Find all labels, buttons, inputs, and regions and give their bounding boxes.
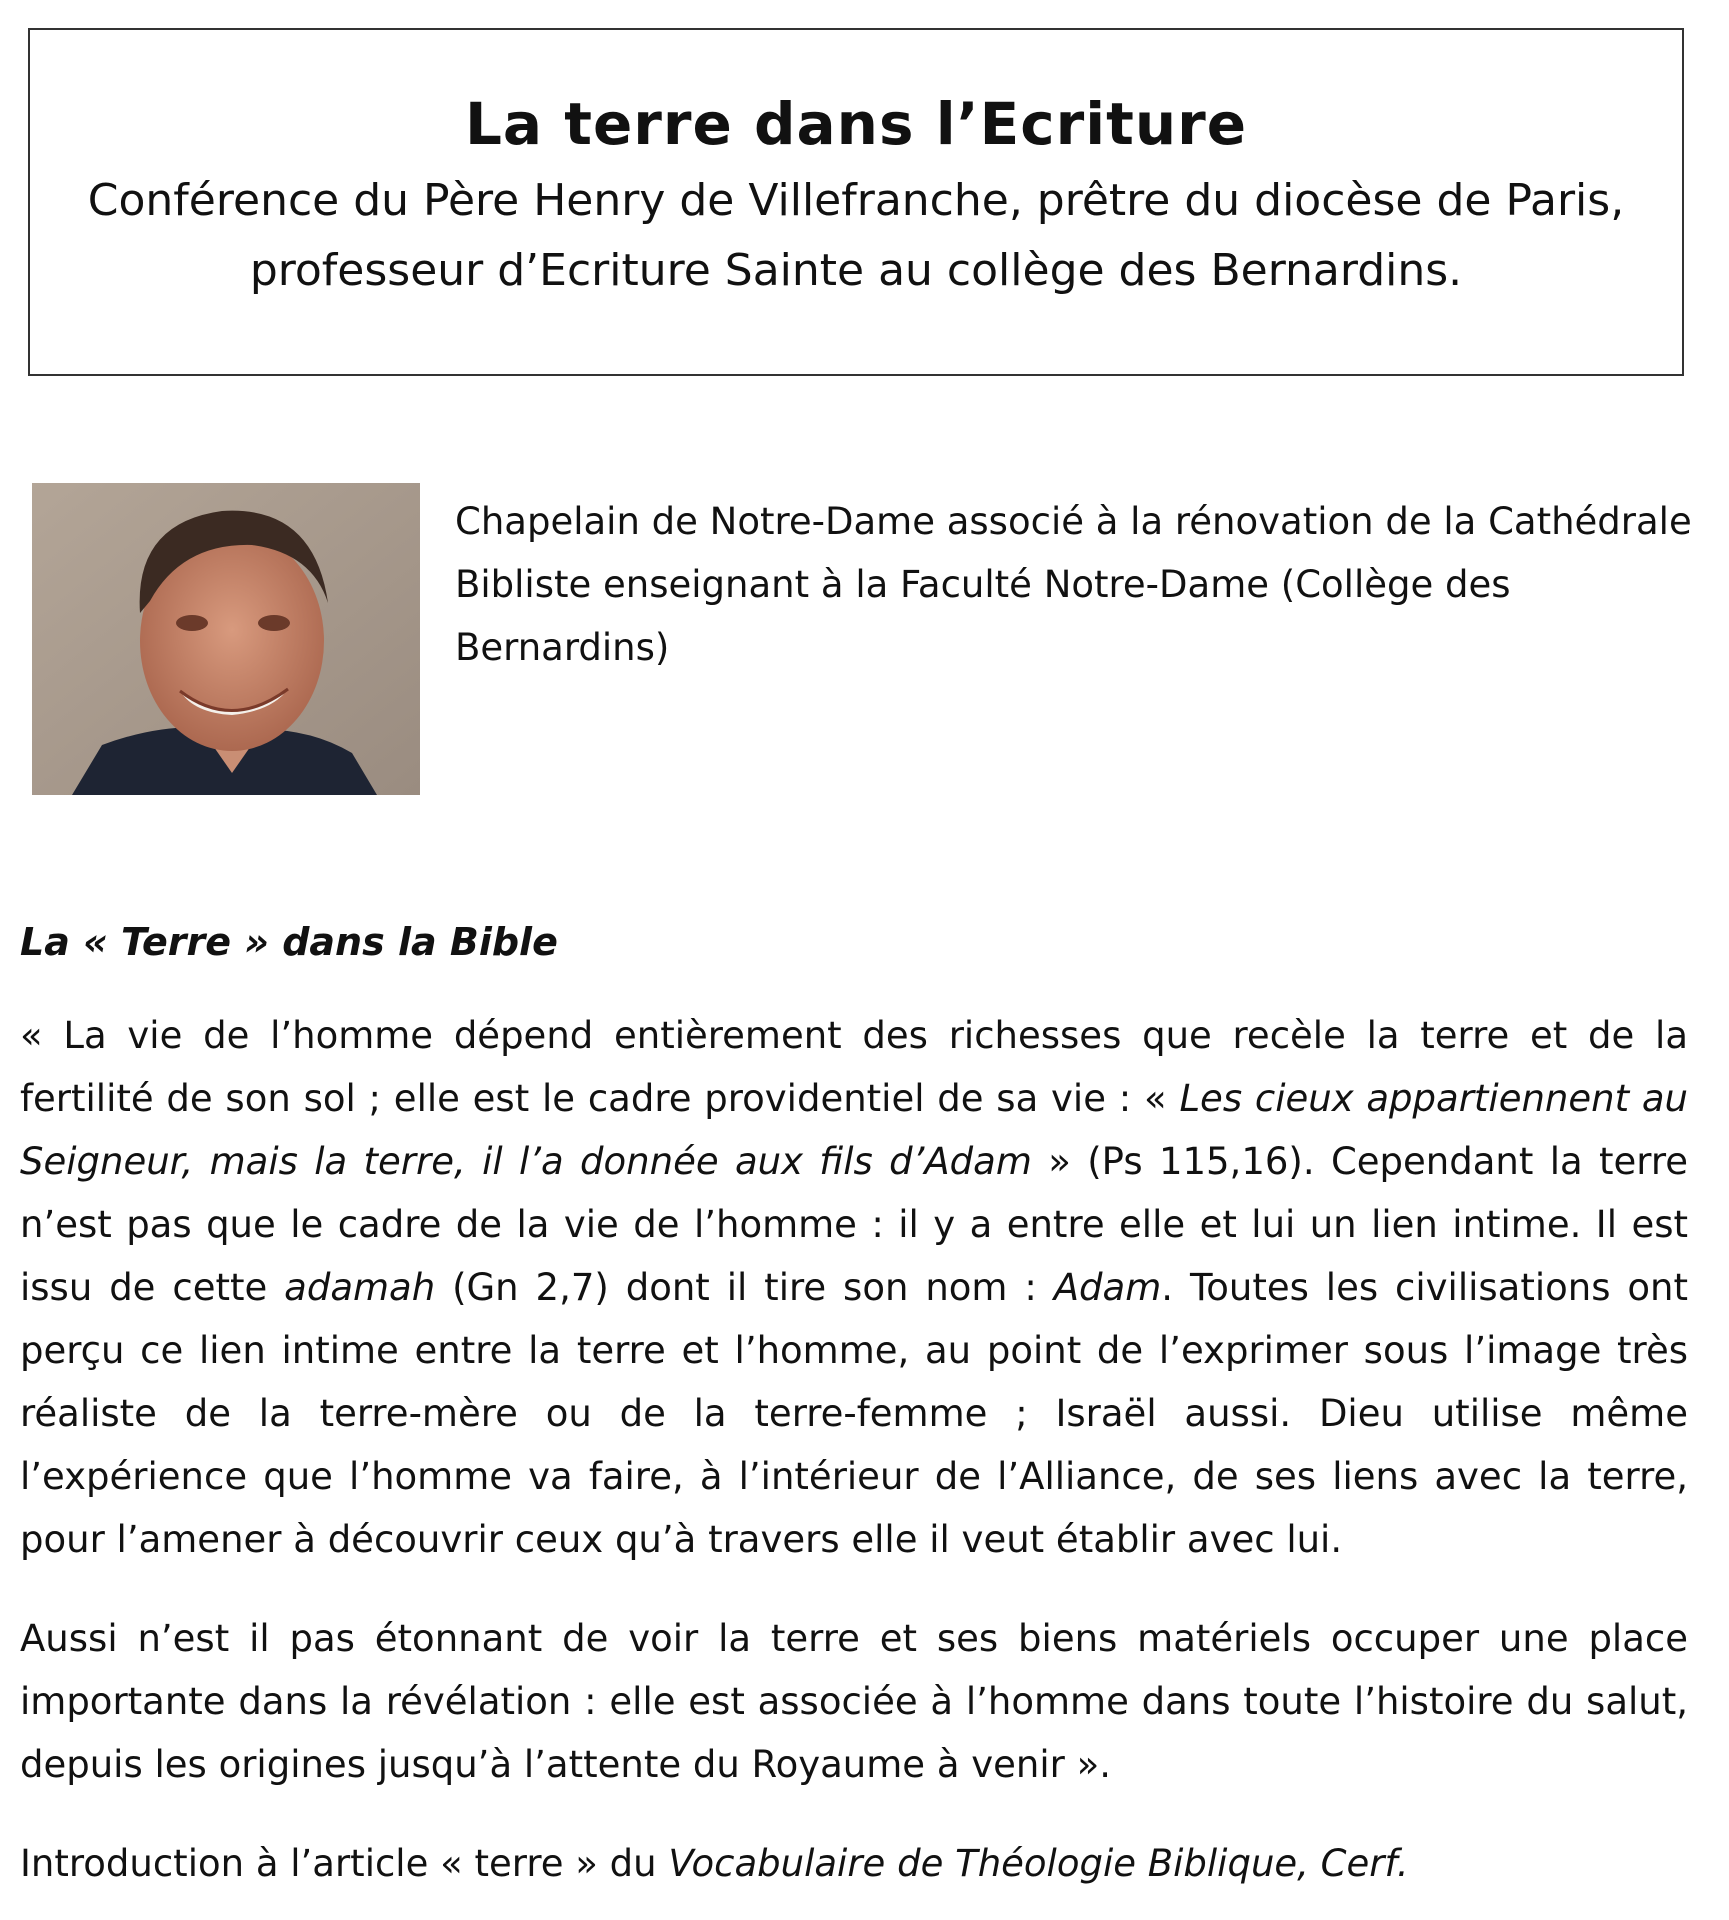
paragraph-1-text-1: « La vie de l’homme dépend entièrement des richesses que recèle la terre et de la fertilité de son sol ; elle est le cadre providentiel de sa vie : « — [20, 1014, 1688, 1120]
subtitle-line-2: professeur d’Ecriture Sainte au collège des Bernardins. — [249, 244, 1463, 296]
article-body — [20, 910, 1688, 1895]
bio-line-1: Chapelain de Notre-Dame associé à la rénovation de la Cathédrale — [455, 500, 1692, 543]
paragraph-1-text-4: . Toutes les civilisations ont perçu ce lien intime entre la terre et l’homme, au point de l’exprimer sous l’image très réaliste de la terre-mère ou de la terre-femme ; Israël aussi. Dieu utilise même l’expérience que l’homme va faire, à l’intérieur de l’Alliance, de ses liens avec la terre, pour l’amener à découvrir ceux qu’à travers elle il veut établir avec lui. — [20, 1266, 1688, 1561]
paragraph-1-text-2: » (Ps 115,16). Cependant la terre n’est pas que le cadre de la vie de l’homme : il y a entre elle et lui un lien intime. Il est issu de cette — [20, 1140, 1688, 1309]
speaker-bio — [455, 490, 1695, 679]
paragraph-1-term-adamah: adamah — [284, 1266, 436, 1309]
paragraph-1-term-adam: Adam — [1053, 1266, 1162, 1309]
citation — [20, 1832, 1688, 1895]
title-box — [28, 28, 1684, 376]
paragraph-1-quote: Les cieux appartiennent au Seigneur, mais la terre, il l’a donnée aux fils d’Adam — [20, 1077, 1688, 1183]
page-title: La terre dans l’Ecriture — [464, 90, 1248, 158]
section-heading: La « Terre » dans la Bible — [20, 920, 558, 964]
subtitle-line-1: Conférence du Père Henry de Villefranche, prêtre du diocèse de Paris, — [87, 174, 1625, 226]
citation-source: Vocabulaire de Théologie Biblique, Cerf. — [668, 1842, 1409, 1885]
speaker-photo — [32, 483, 420, 795]
bio-line-2: Bibliste enseignant à la Faculté Notre-Dame (Collège des Bernardins) — [455, 563, 1511, 669]
paragraph-2: Aussi n’est il pas étonnant de voir la terre et ses biens matériels occuper une place importante dans la révélation : elle est associée à l’homme dans toute l’histoire du salut, depuis les origines jusqu’à l’attente du Royaume à venir ». — [20, 1617, 1688, 1786]
speaker-portrait-drawing — [32, 483, 420, 795]
citation-prefix: Introduction à l’article « terre » du — [20, 1842, 669, 1885]
paragraph-1-text-3: (Gn 2,7) dont il tire son nom : — [435, 1266, 1054, 1309]
subtitle — [30, 166, 1682, 306]
paragraph-1 — [20, 1004, 1688, 1571]
